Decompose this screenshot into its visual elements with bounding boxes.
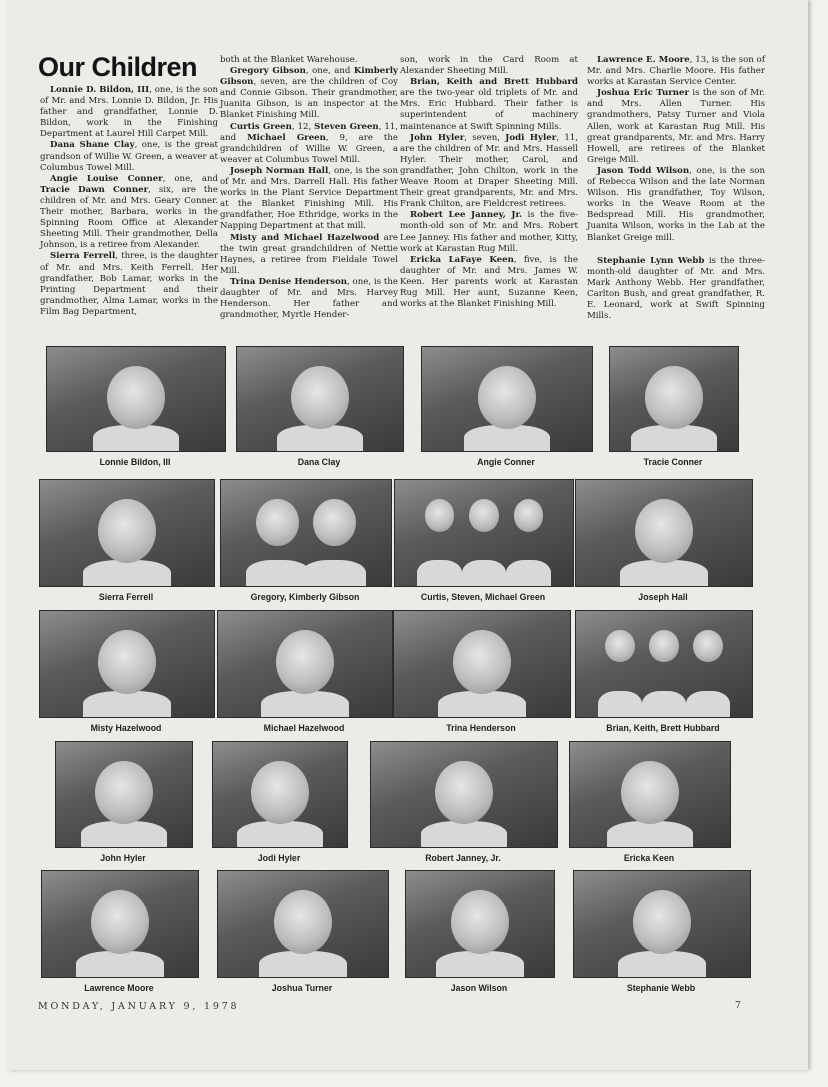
child-photo	[393, 610, 571, 718]
article-paragraph	[587, 88, 765, 166]
child-face	[107, 366, 164, 429]
child-name: Brian, Keith and Brett Hubbard	[410, 77, 578, 88]
paragraph-text: , 9, are the grandchildren of Willie W. Green, a weaver at Columbus Towel Mill.	[220, 132, 398, 165]
paragraph-text: , one, is the great grandson of Willie W. Green, a weaver at Columbus Towel Mill.	[40, 140, 218, 173]
child-photo	[220, 479, 392, 587]
child-photo	[394, 479, 574, 587]
article-paragraph	[40, 85, 218, 140]
paragraph-text: , one, is the son of Rebecca Wilson and the late Norman Wilson. His grandfather, Toy Wilson, works in the Weave Room at the Bedspread Mill. His grandmother, Juanita Wilson, works in the Lab at the Blanket Greige mill.	[587, 165, 765, 243]
photo-caption: Jason Wilson	[450, 983, 508, 993]
child-shoulders	[642, 691, 686, 719]
article-paragraph	[400, 133, 578, 211]
child-name: John Hyler	[410, 132, 465, 143]
photo-caption: Joseph Hall	[638, 592, 688, 602]
child-name: Trina Denise Henderson	[230, 276, 347, 287]
paragraph-text: , three, is the daughter of Mr. and Mrs. Keith Ferrell. Her grandfather, Bob Lamar, works in the Printing Department and their grandmother, Alma Lamar, works in the Film Bag Department,	[40, 251, 218, 317]
paragraph-text: , seven,	[464, 132, 506, 143]
child-name: Steven Green	[314, 121, 379, 132]
photo-caption: Angie Conner	[477, 457, 535, 467]
child-shoulders	[686, 691, 730, 719]
child-shoulders	[246, 560, 310, 588]
child-shoulders	[631, 425, 717, 452]
child-face	[274, 890, 332, 954]
article-paragraph	[40, 251, 218, 318]
article-paragraph	[40, 140, 218, 173]
child-shoulders	[462, 560, 507, 588]
page-number: 7	[735, 1001, 741, 1011]
paragraph-text: , 13, is the son of Mr. and Mrs. Charlie Moore. His father works at Karastan Service Center.	[587, 55, 766, 88]
child-photo	[236, 346, 404, 452]
child-shoulders	[237, 821, 324, 848]
paragraph-text: , one, is the son of Mr. and Mrs. Lonnie D. Bildon, Jr. His father and grandfather, Lonnie D. Bildon, work in the Finishing Department at Laurel Hill Carpet Mill.	[40, 85, 218, 140]
photo-caption: Lonnie Bildon, III	[99, 457, 171, 467]
child-shoulders	[261, 691, 348, 719]
photo-caption: Gregory, Kimberly Gibson	[250, 592, 360, 602]
child-face	[95, 761, 153, 825]
article-paragraph	[220, 277, 398, 321]
child-photo	[212, 741, 348, 848]
child-name: Robert Lee Janney, Jr.	[410, 210, 523, 221]
child-name: Gregory Gibson	[230, 66, 306, 77]
child-name: Misty and Michael Hazelwood	[230, 232, 380, 243]
photo-caption: Lawrence Moore	[84, 983, 154, 993]
child-name: Angie Louise Conner	[50, 173, 163, 184]
child-face	[621, 761, 679, 825]
child-face	[291, 366, 348, 429]
article-paragraph	[40, 174, 218, 252]
child-face	[98, 630, 156, 694]
child-face	[635, 499, 693, 563]
child-face	[98, 499, 156, 563]
child-shoulders	[259, 951, 346, 979]
article-paragraph	[220, 55, 398, 66]
child-photo	[55, 741, 193, 848]
photo-caption: Stephanie Webb	[626, 983, 696, 993]
child-photo	[46, 346, 226, 452]
child-photo	[39, 479, 215, 587]
child-shoulders	[83, 560, 170, 588]
article-paragraph	[220, 166, 398, 233]
child-name: Tracie Dawn Conner	[40, 184, 149, 195]
child-shoulders	[81, 821, 168, 848]
article-paragraph	[400, 77, 578, 132]
child-photo	[609, 346, 739, 452]
article-paragraph	[587, 256, 765, 323]
photo-caption: Sierra Ferrell	[98, 592, 154, 602]
paragraph-text: are the two-year old triplets of Mr. and Mrs. Eric Hubbard. Their father is superintendent of machinery maintenance at Swift Spinning Mills.	[400, 88, 578, 132]
child-face	[453, 630, 511, 694]
paragraph-text: is the five-month-old son of Mr. and Mrs. Robert Lee Janney. His father and mother, Kitty, work at Karastan Rug Mill.	[400, 210, 578, 254]
child-face	[425, 499, 455, 532]
child-photo	[370, 741, 558, 848]
paragraph-text: , 11, are the children of Mr. and Mrs. Hassell Hyler. Their mother, Carol, and grandfather, John Chilton, work in the Weave Room at Draper Sheeting Mill. Their great grandparents, Mr. and Mrs. Frank Chilton, are Fieldcrest retirees.	[400, 132, 578, 210]
paragraph-text: is the three-month-old daughter of Mr. and Mrs. Mark Anthony Webb. Her grandfather, Carlton Bush, and great grandfather, R. E. Leonard, work at Swift Spinning Mills.	[587, 255, 765, 322]
paragraph-text: , one, is the daughter of Mr. and Mrs. Harvey Henderson. Her father and grandmother, Myrtle Hender-	[220, 276, 398, 321]
paragraph-text: son, work in the Card Room at Alexander Sheeting Mill.	[400, 55, 578, 77]
issue-date: MONDAY, JANUARY 9, 1978	[38, 1001, 240, 1012]
child-face	[693, 630, 722, 662]
child-shoulders	[83, 691, 170, 719]
article-paragraph	[587, 166, 765, 244]
child-name: Sierra Ferrell	[50, 251, 116, 262]
page-title: Our Children	[38, 52, 198, 82]
photo-caption: Dana Clay	[297, 457, 341, 467]
photo-caption: Jodi Hyler	[257, 853, 301, 863]
paragraph-text: is the son of Mr. and Mrs. Allen Turner. His grandmothers, Patsy Turner and Viola Allen, work at Karastan Rug Mill. His great grandparents, Mr. and Mrs. Harry Howell, are retirees of the Blanket Greige Mill.	[587, 88, 765, 165]
newsletter-page	[8, 0, 808, 1070]
child-face	[649, 630, 678, 662]
child-name: Jodi Hyler	[505, 132, 557, 143]
child-photo	[405, 870, 555, 978]
article-paragraph	[587, 55, 765, 88]
photo-caption: Joshua Turner	[271, 983, 333, 993]
child-shoulders	[302, 560, 366, 588]
child-face	[478, 366, 535, 429]
child-face	[469, 499, 499, 532]
article-paragraph	[220, 66, 398, 121]
article-column-2	[220, 55, 398, 321]
child-name: Kimberly Gibson	[220, 66, 398, 88]
paragraph-text: , one, and	[305, 66, 354, 77]
child-photo	[39, 610, 215, 718]
photo-caption: Michael Hazelwood	[263, 723, 345, 733]
paragraph-text: , five, is the daughter of Mr. and Mrs. James W. Keen. Her parents work at Karastan Rug Mill. Her aunt, Suzanne Keen, works at the Blanket Finishing Mill.	[400, 254, 578, 310]
child-name: Joseph Norman Hall	[230, 165, 329, 176]
child-photo	[217, 870, 389, 978]
child-face	[251, 761, 309, 825]
child-shoulders	[438, 691, 525, 719]
child-face	[605, 630, 634, 662]
paragraph-text: , six, are the children of Mr. and Mrs. Geary Conner. Their mother, Barbara, works in the Spinning Room Office at Alexander Sheeting Mill. Their grandmother, Della Johnson, is a retiree from Alexander.	[40, 184, 218, 251]
child-photo	[569, 741, 731, 848]
child-face	[256, 499, 299, 546]
child-face	[276, 630, 334, 694]
paragraph-text: , 11, and	[220, 121, 398, 143]
photo-caption: Brian, Keith, Brett Hubbard	[606, 723, 720, 733]
photo-caption: Misty Hazelwood	[90, 723, 162, 733]
article-column-1	[40, 85, 218, 318]
article-column-4	[587, 55, 765, 322]
photo-caption: Tracie Conner	[643, 457, 703, 467]
child-name: Lawrence E. Moore	[597, 55, 690, 65]
child-face	[91, 890, 149, 954]
article-column-3	[400, 55, 578, 310]
child-face	[633, 890, 691, 954]
article-paragraph	[220, 233, 398, 277]
paragraph-text: , one, is the son of Mr. and Mrs. Darrell Hall. His father works in the Plant Service Department at the Blanket Finishing Mill. His grandfather, Hoe Ethridge, works in the Napping Department at that mill.	[220, 165, 398, 232]
photo-caption: Ericka Keen	[623, 853, 675, 863]
child-photo	[575, 610, 753, 718]
child-face	[645, 366, 702, 429]
child-shoulders	[506, 560, 551, 588]
child-face	[514, 499, 544, 532]
paragraph-text: , 12,	[291, 121, 315, 132]
paragraph-text: , seven, are the children of Coy and Connie Gibson. Their grandmother, Juanita Gibson, is an inspector at the Blanket Finishing Mill.	[220, 77, 398, 121]
child-photo	[41, 870, 199, 978]
child-name: Jason Todd Wilson	[597, 165, 690, 176]
article-paragraph	[220, 122, 398, 166]
child-name: Lonnie D. Bildon, III	[50, 85, 150, 95]
article-paragraph	[400, 210, 578, 254]
child-shoulders	[620, 560, 707, 588]
child-shoulders	[277, 425, 363, 452]
child-shoulders	[607, 821, 694, 848]
paragraph-text: , one, and	[162, 173, 218, 184]
child-shoulders	[93, 425, 179, 452]
photo-caption: John Hyler	[100, 853, 146, 863]
child-shoulders	[598, 691, 642, 719]
child-face	[451, 890, 509, 954]
child-name: Joshua Eric Turner	[597, 88, 690, 99]
child-shoulders	[421, 821, 508, 848]
photo-caption: Trina Henderson	[446, 723, 516, 733]
child-shoulders	[417, 560, 462, 588]
article-paragraph	[400, 255, 578, 310]
child-shoulders	[436, 951, 523, 979]
child-name: Dana Shane Clay	[50, 140, 135, 151]
child-photo	[217, 610, 393, 718]
child-name: Ericka LaFaye Keen	[410, 254, 514, 265]
child-face	[435, 761, 493, 825]
child-name: Stephanie Lynn Webb	[597, 255, 705, 266]
child-photo	[421, 346, 593, 452]
paragraph-text: both at the Blanket Warehouse.	[220, 55, 358, 65]
child-face	[313, 499, 356, 546]
child-shoulders	[76, 951, 163, 979]
photo-caption: Robert Janney, Jr.	[425, 853, 501, 863]
child-shoulders	[618, 951, 705, 979]
child-shoulders	[464, 425, 550, 452]
child-name: Michael Green	[247, 132, 326, 143]
child-photo	[575, 479, 753, 587]
child-name: Curtis Green	[230, 121, 292, 132]
paragraph-text: are the twin great grandchildren of Nettie Haynes, a retiree from Fieldale Towel Mill.	[220, 232, 398, 276]
article-paragraph	[400, 55, 578, 77]
child-photo	[573, 870, 751, 978]
photo-caption: Curtis, Steven, Michael Green	[420, 592, 546, 602]
